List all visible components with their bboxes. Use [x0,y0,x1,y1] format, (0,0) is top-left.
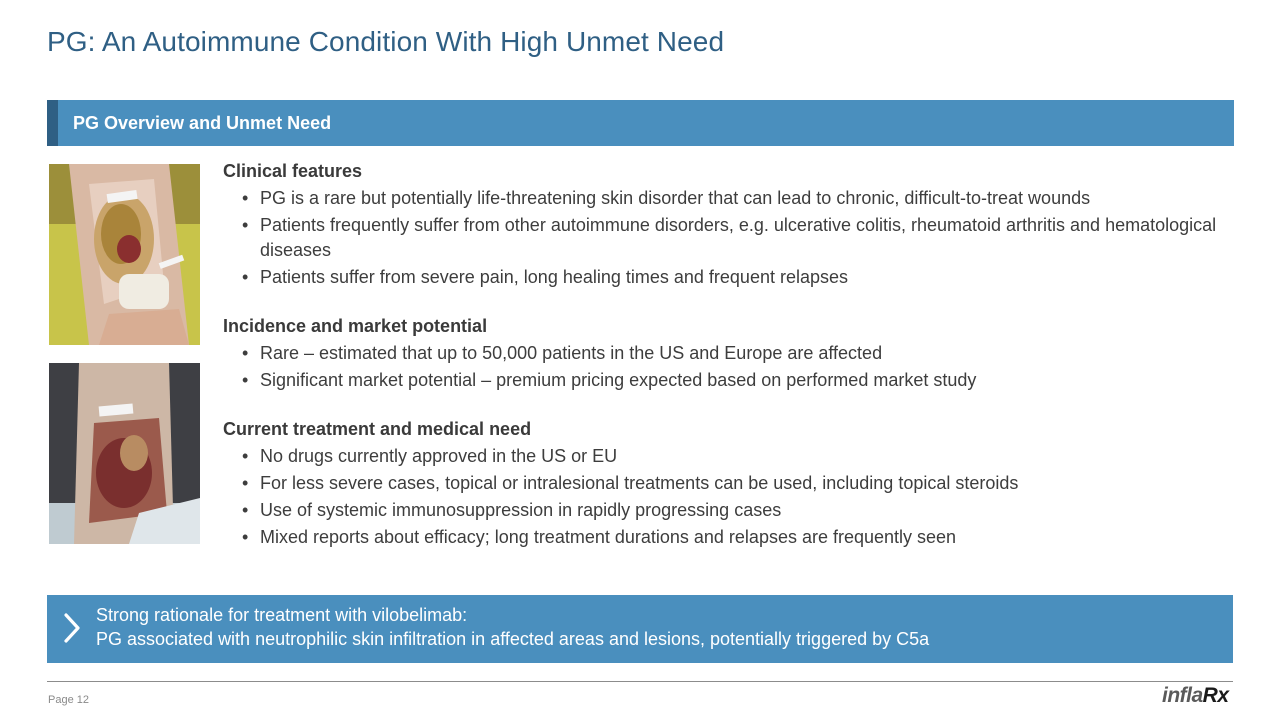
section-header-accent [47,100,58,146]
slide-title: PG: An Autoimmune Condition With High Unmet Need [47,26,725,57]
bullet-marker: • [242,215,249,235]
group-heading: Incidence and market potential [223,316,488,336]
bullet-text: Mixed reports about efficacy; long treatment durations and relapses are frequently seen [260,527,957,547]
list-item [223,264,1233,290]
section-header-label: PG Overview and Unmet Need [73,113,332,133]
wound-photo-1-graphic [49,164,200,345]
bullet-marker: • [242,500,249,520]
list-item [223,367,1233,393]
bullet-text: Rare – estimated that up to 50,000 patients in the US and Europe are affected [260,343,883,363]
company-logo [1162,684,1229,708]
group-current-treatment [223,416,1233,550]
bullet-list [223,443,1233,550]
bullet-text: Significant market potential – premium pricing expected based on performed market study [260,370,977,390]
bullet-text: PG is a rare but potentially life-threatening skin disorder that can lead to chronic, difficult-to-treat wounds [260,188,1091,208]
group-incidence-market [223,313,1233,393]
bullet-text: For less severe cases, topical or intralesional treatments can be used, including topical steroids [260,473,1019,493]
list-item [223,443,1233,469]
page-number: Page 12 [48,694,89,706]
bullet-text: Patients frequently suffer from other autoimmune disorders, e.g. ulcerative colitis, rheumatoid arthritis and hematological diseases [260,215,1217,260]
bullet-marker: • [242,267,249,287]
group-clinical-features [223,158,1233,290]
bullet-text: Patients suffer from severe pain, long healing times and frequent relapses [260,267,849,287]
content-body [223,158,1233,573]
list-item [223,340,1233,366]
bullet-marker: • [242,370,249,390]
list-item [223,497,1233,523]
bullet-marker: • [242,343,249,363]
list-item [223,185,1233,211]
list-item [223,524,1233,550]
callout-line-2: PG associated with neutrophilic skin infiltration in affected areas and lesions, potentially triggered by C5a [96,629,930,649]
group-heading: Current treatment and medical need [223,419,532,439]
bullet-marker: • [242,527,249,547]
rationale-callout [47,595,1233,663]
bullet-marker: • [242,188,249,208]
bullet-list [223,185,1233,290]
list-item [223,470,1233,496]
wound-photo-2 [49,363,200,544]
bullet-marker: • [242,446,249,466]
bullet-text: No drugs currently approved in the US or EU [260,446,618,466]
logo-text-part-2: Rx [1202,684,1229,707]
footer-divider [47,681,1233,682]
list-item [223,212,1233,263]
bullet-marker: • [242,473,249,493]
callout-line-1: Strong rationale for treatment with vilobelimab: [96,605,468,625]
wound-photo-2-graphic [49,363,200,544]
logo-text-part-1: infla [1162,684,1203,707]
bullet-list [223,340,1233,393]
wound-photo-1 [49,164,200,345]
group-heading: Clinical features [223,161,363,181]
section-header-bar [47,100,1234,146]
bullet-text: Use of systemic immunosuppression in rapidly progressing cases [260,500,782,520]
chevron-right-icon [61,607,83,649]
